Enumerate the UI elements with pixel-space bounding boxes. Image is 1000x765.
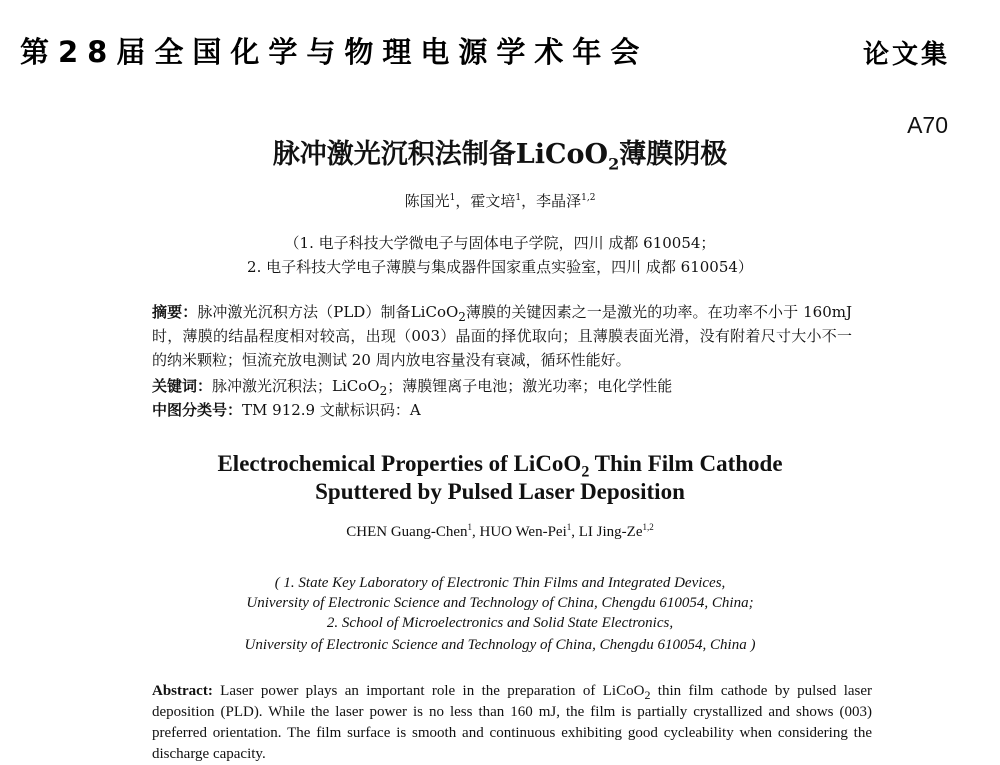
chinese-keywords-text: ；薄膜锂离子电池；激光功率；电化学性能 <box>387 377 673 395</box>
english-abstract <box>152 681 872 765</box>
chinese-title <box>0 132 1000 174</box>
chinese-abstract-text: 脉冲激光沉积方法（PLD）制备LiCoO <box>197 303 459 321</box>
author-affiliation-mark: 1 <box>515 193 522 203</box>
english-affiliation-1: ( 1. State Key Laboratory of Electronic Thin Films and Integrated Devices, <box>274 575 726 591</box>
english-title-line-1 <box>0 450 1000 481</box>
chinese-title-subscript: 2 <box>608 154 620 174</box>
chinese-abstract-subscript: 2 <box>458 310 466 324</box>
author-name: 李晶泽 <box>536 192 582 210</box>
conference-title: 第28届全国化学与物理电源学术年会 <box>20 35 649 69</box>
author-affiliation-mark: 1 <box>467 522 472 532</box>
author-separator: ， <box>455 192 471 210</box>
running-header <box>20 30 950 70</box>
proceedings-label: 论文集 <box>862 40 950 70</box>
english-title-part: Electrochemical Properties of LiCoO <box>217 451 582 476</box>
english-affiliation-2: University of Electronic Science and Technology of China, Chengdu 610054, China; <box>246 595 754 611</box>
english-abstract-subscript: 2 <box>644 688 651 702</box>
chinese-abstract-text: 薄膜的关键因素之一是激光的功率。在功率不小于 160mJ时，薄膜的结晶程度相对较高，出现（003）晶面的择优取向；且薄膜表面光滑，没有附着尺寸大小不一的纳米颗粒；恒流充放电测试 20 周内放电容量没有衰减，循环性能好。 <box>152 303 852 369</box>
author-affiliation-mark: 1,2 <box>581 193 596 203</box>
author-affiliation-mark: 1 <box>449 193 456 203</box>
english-title-line-2: Sputtered by Pulsed Laser Deposition <box>315 479 685 504</box>
chinese-keywords-subscript: 2 <box>379 384 388 398</box>
chinese-affiliation-2: 2. 电子科技大学电子薄膜与集成器件国家重点实验室，四川 成都 610054） <box>247 258 753 276</box>
chinese-title-part: 薄膜阴极 <box>619 139 728 170</box>
chinese-keywords-label: 关键词： <box>152 377 213 395</box>
english-title-subscript: 2 <box>581 463 590 481</box>
paper-code: A70 <box>907 112 948 138</box>
classification-value: TM 912.9 文献标识码：A <box>242 401 421 419</box>
english-authors <box>0 524 1000 541</box>
chinese-keywords <box>152 375 672 396</box>
chinese-authors <box>0 190 1000 211</box>
chinese-abstract <box>152 300 852 372</box>
author-separator: , <box>571 524 579 540</box>
author-name: HUO Wen-Pei <box>479 524 567 540</box>
author-affiliation-mark: 1,2 <box>642 522 654 532</box>
chinese-affiliation-1: （1. 电子科技大学微电子与固体电子学院，四川 成都 610054； <box>284 234 716 252</box>
classification-label: 中图分类号： <box>152 401 243 419</box>
chinese-abstract-label: 摘要： <box>152 303 198 321</box>
author-separator: ， <box>521 192 537 210</box>
english-affiliation-4: University of Electronic Science and Technology of China, Chengdu 610054, China ) <box>244 637 756 653</box>
author-name: LI Jing-Ze <box>578 524 643 540</box>
english-affiliation-3: 2. School of Microelectronics and Solid State Electronics, <box>326 615 674 631</box>
author-separator: , <box>471 524 480 540</box>
author-name: CHEN Guang-Chen <box>346 524 468 540</box>
author-name: 陈国光 <box>404 192 450 210</box>
author-affiliation-mark: 1 <box>566 522 572 532</box>
english-abstract-text: Laser power plays an important role in the preparation of LiCoO <box>212 683 645 699</box>
classification-line <box>152 399 421 420</box>
english-title-part: Thin Film Cathode <box>589 451 783 476</box>
english-abstract-text: thin film cathode by pulsed laser deposition (PLD). While the laser power is no less than 160 mJ, the film is partially crystallized and shows (003) preferred orientation. The film surface is smooth and continuous exhibiting good cycleability when considering the discharge capacity. <box>152 683 873 762</box>
author-name: 霍文培 <box>470 192 516 210</box>
chinese-keywords-text: 脉冲激光沉积法；LiCoO <box>212 377 380 395</box>
english-abstract-label: Abstract: <box>152 683 213 699</box>
chinese-title-part: 脉冲激光沉积法制备LiCoO <box>272 139 609 170</box>
